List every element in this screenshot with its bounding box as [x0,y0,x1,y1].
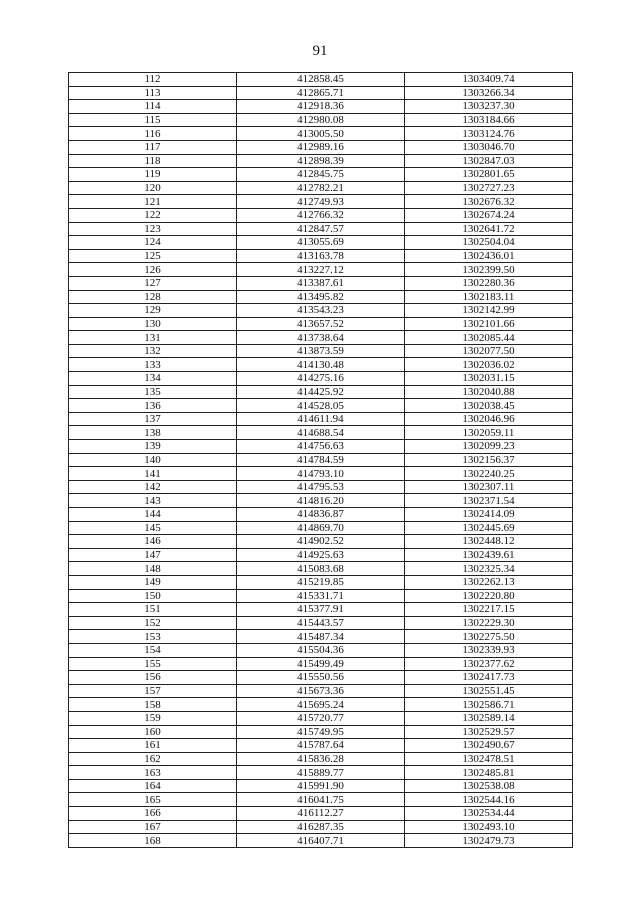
point-number-cell: 146 [69,535,237,549]
y-coordinate-cell: 1302589.14 [405,711,573,725]
point-number-cell: 160 [69,725,237,739]
x-coordinate-cell: 413005.50 [237,127,405,141]
y-coordinate-cell: 1302551.45 [405,684,573,698]
x-coordinate-cell: 414869.70 [237,521,405,535]
point-number-cell: 151 [69,603,237,617]
y-coordinate-cell: 1302036.02 [405,358,573,372]
x-coordinate-cell: 412845.75 [237,168,405,182]
x-coordinate-cell: 416407.71 [237,834,405,848]
table-row [69,562,573,576]
point-number-cell: 136 [69,399,237,413]
y-coordinate-cell: 1302325.34 [405,562,573,576]
x-coordinate-cell: 412847.57 [237,222,405,236]
y-coordinate-cell: 1302493.10 [405,820,573,834]
table-row [69,807,573,821]
y-coordinate-cell: 1302156.37 [405,453,573,467]
y-coordinate-cell: 1302448.12 [405,535,573,549]
point-number-cell: 147 [69,548,237,562]
x-coordinate-cell: 415499.49 [237,657,405,671]
y-coordinate-cell: 1302240.25 [405,467,573,481]
x-coordinate-cell: 414611.94 [237,412,405,426]
x-coordinate-cell: 414756.63 [237,440,405,454]
point-number-cell: 114 [69,100,237,114]
table-row [69,453,573,467]
table-row [69,766,573,780]
x-coordinate-cell: 412980.08 [237,113,405,127]
table-row [69,739,573,753]
x-coordinate-cell: 415331.71 [237,589,405,603]
y-coordinate-cell: 1302534.44 [405,807,573,821]
y-coordinate-cell: 1302217.15 [405,603,573,617]
x-coordinate-cell: 414425.92 [237,385,405,399]
x-coordinate-cell: 414925.63 [237,548,405,562]
x-coordinate-cell: 413227.12 [237,263,405,277]
y-coordinate-cell: 1303046.70 [405,140,573,154]
table-row [69,630,573,644]
y-coordinate-cell: 1302220.80 [405,589,573,603]
point-number-cell: 131 [69,331,237,345]
y-coordinate-cell: 1302262.13 [405,575,573,589]
table-row [69,467,573,481]
table-row [69,344,573,358]
x-coordinate-cell: 413873.59 [237,344,405,358]
x-coordinate-cell: 415219.85 [237,575,405,589]
table-row [69,331,573,345]
y-coordinate-cell: 1302439.61 [405,548,573,562]
point-number-cell: 158 [69,698,237,712]
point-number-cell: 145 [69,521,237,535]
point-number-cell: 149 [69,575,237,589]
table-row [69,643,573,657]
point-number-cell: 135 [69,385,237,399]
table-row [69,657,573,671]
table-row [69,168,573,182]
x-coordinate-cell: 414793.10 [237,467,405,481]
y-coordinate-cell: 1302436.01 [405,249,573,263]
point-number-cell: 121 [69,195,237,209]
table-row [69,589,573,603]
point-number-cell: 140 [69,453,237,467]
x-coordinate-cell: 415504.36 [237,643,405,657]
y-coordinate-cell: 1302801.65 [405,168,573,182]
point-number-cell: 153 [69,630,237,644]
y-coordinate-cell: 1302142.99 [405,304,573,318]
point-number-cell: 138 [69,426,237,440]
y-coordinate-cell: 1302399.50 [405,263,573,277]
point-number-cell: 148 [69,562,237,576]
table-row [69,385,573,399]
table-row [69,372,573,386]
y-coordinate-cell: 1302280.36 [405,276,573,290]
y-coordinate-cell: 1302031.15 [405,372,573,386]
point-number-cell: 115 [69,113,237,127]
point-number-cell: 137 [69,412,237,426]
x-coordinate-cell: 413163.78 [237,249,405,263]
y-coordinate-cell: 1302099.23 [405,440,573,454]
table-row [69,86,573,100]
x-coordinate-cell: 415443.57 [237,616,405,630]
x-coordinate-cell: 414688.54 [237,426,405,440]
table-row [69,263,573,277]
point-number-cell: 113 [69,86,237,100]
table-row [69,494,573,508]
table-row [69,548,573,562]
coordinates-table [68,72,573,848]
point-number-cell: 126 [69,263,237,277]
point-number-cell: 141 [69,467,237,481]
table-row [69,113,573,127]
x-coordinate-cell: 414795.53 [237,480,405,494]
y-coordinate-cell: 1302417.73 [405,671,573,685]
table-row [69,195,573,209]
point-number-cell: 159 [69,711,237,725]
point-number-cell: 166 [69,807,237,821]
x-coordinate-cell: 412782.21 [237,181,405,195]
x-coordinate-cell: 415889.77 [237,766,405,780]
y-coordinate-cell: 1302307.11 [405,480,573,494]
point-number-cell: 130 [69,317,237,331]
y-coordinate-cell: 1302229.30 [405,616,573,630]
table-row [69,535,573,549]
table-row [69,222,573,236]
table-row [69,412,573,426]
point-number-cell: 120 [69,181,237,195]
table-row [69,181,573,195]
x-coordinate-cell: 412989.16 [237,140,405,154]
y-coordinate-cell: 1302077.50 [405,344,573,358]
table-row [69,73,573,87]
point-number-cell: 129 [69,304,237,318]
point-number-cell: 163 [69,766,237,780]
point-number-cell: 143 [69,494,237,508]
y-coordinate-cell: 1302275.50 [405,630,573,644]
point-number-cell: 157 [69,684,237,698]
table-row [69,684,573,698]
point-number-cell: 150 [69,589,237,603]
point-number-cell: 168 [69,834,237,848]
table-row [69,820,573,834]
x-coordinate-cell: 413738.64 [237,331,405,345]
point-number-cell: 128 [69,290,237,304]
point-number-cell: 117 [69,140,237,154]
table-row [69,317,573,331]
x-coordinate-cell: 414275.16 [237,372,405,386]
y-coordinate-cell: 1302490.67 [405,739,573,753]
point-number-cell: 162 [69,752,237,766]
y-coordinate-cell: 1302040.88 [405,385,573,399]
point-number-cell: 134 [69,372,237,386]
point-number-cell: 132 [69,344,237,358]
point-number-cell: 119 [69,168,237,182]
y-coordinate-cell: 1303124.76 [405,127,573,141]
x-coordinate-cell: 413055.69 [237,236,405,250]
point-number-cell: 167 [69,820,237,834]
x-coordinate-cell: 416041.75 [237,793,405,807]
y-coordinate-cell: 1302544.16 [405,793,573,807]
y-coordinate-cell: 1302586.71 [405,698,573,712]
table-row [69,127,573,141]
x-coordinate-cell: 412766.32 [237,208,405,222]
table-row [69,304,573,318]
point-number-cell: 142 [69,480,237,494]
y-coordinate-cell: 1302676.32 [405,195,573,209]
y-coordinate-cell: 1302414.09 [405,508,573,522]
y-coordinate-cell: 1303266.34 [405,86,573,100]
x-coordinate-cell: 414784.59 [237,453,405,467]
x-coordinate-cell: 414902.52 [237,535,405,549]
x-coordinate-cell: 415749.95 [237,725,405,739]
y-coordinate-cell: 1302674.24 [405,208,573,222]
page-number: 91 [312,43,328,59]
table-row [69,508,573,522]
x-coordinate-cell: 412749.93 [237,195,405,209]
x-coordinate-cell: 415695.24 [237,698,405,712]
x-coordinate-cell: 413657.52 [237,317,405,331]
y-coordinate-cell: 1302085.44 [405,331,573,345]
table-row [69,752,573,766]
point-number-cell: 112 [69,73,237,87]
y-coordinate-cell: 1303184.66 [405,113,573,127]
y-coordinate-cell: 1303237.30 [405,100,573,114]
x-coordinate-cell: 414528.05 [237,399,405,413]
x-coordinate-cell: 413543.23 [237,304,405,318]
point-number-cell: 165 [69,793,237,807]
y-coordinate-cell: 1302183.11 [405,290,573,304]
x-coordinate-cell: 415377.91 [237,603,405,617]
y-coordinate-cell: 1302538.08 [405,779,573,793]
x-coordinate-cell: 415673.36 [237,684,405,698]
table-row [69,521,573,535]
x-coordinate-cell: 412865.71 [237,86,405,100]
y-coordinate-cell: 1302727.23 [405,181,573,195]
y-coordinate-cell: 1302038.45 [405,399,573,413]
x-coordinate-cell: 412858.45 [237,73,405,87]
y-coordinate-cell: 1302485.81 [405,766,573,780]
y-coordinate-cell: 1302371.54 [405,494,573,508]
y-coordinate-cell: 1303409.74 [405,73,573,87]
y-coordinate-cell: 1302445.69 [405,521,573,535]
y-coordinate-cell: 1302059.11 [405,426,573,440]
table-row [69,779,573,793]
point-number-cell: 156 [69,671,237,685]
y-coordinate-cell: 1302339.93 [405,643,573,657]
table-row [69,249,573,263]
table-row [69,671,573,685]
x-coordinate-cell: 412898.39 [237,154,405,168]
table-row [69,236,573,250]
table-row [69,725,573,739]
x-coordinate-cell: 415550.56 [237,671,405,685]
table-row [69,154,573,168]
x-coordinate-cell: 416112.27 [237,807,405,821]
y-coordinate-cell: 1302529.57 [405,725,573,739]
y-coordinate-cell: 1302504.04 [405,236,573,250]
point-number-cell: 154 [69,643,237,657]
table-row [69,793,573,807]
y-coordinate-cell: 1302101.66 [405,317,573,331]
table-row [69,698,573,712]
table-row [69,575,573,589]
x-coordinate-cell: 413387.61 [237,276,405,290]
point-number-cell: 123 [69,222,237,236]
table-row [69,603,573,617]
table-row [69,276,573,290]
y-coordinate-cell: 1302847.03 [405,154,573,168]
point-number-cell: 139 [69,440,237,454]
x-coordinate-cell: 413495.82 [237,290,405,304]
x-coordinate-cell: 415487.34 [237,630,405,644]
x-coordinate-cell: 414130.48 [237,358,405,372]
x-coordinate-cell: 416287.35 [237,820,405,834]
point-number-cell: 122 [69,208,237,222]
y-coordinate-cell: 1302479.73 [405,834,573,848]
point-number-cell: 116 [69,127,237,141]
point-number-cell: 152 [69,616,237,630]
x-coordinate-cell: 415991.90 [237,779,405,793]
x-coordinate-cell: 414816.20 [237,494,405,508]
point-number-cell: 125 [69,249,237,263]
y-coordinate-cell: 1302641.72 [405,222,573,236]
point-number-cell: 127 [69,276,237,290]
table-row [69,358,573,372]
x-coordinate-cell: 415083.68 [237,562,405,576]
table-row [69,711,573,725]
point-number-cell: 124 [69,236,237,250]
point-number-cell: 161 [69,739,237,753]
table-row [69,834,573,848]
table-row [69,100,573,114]
table-row [69,616,573,630]
table-row [69,140,573,154]
table-row [69,440,573,454]
x-coordinate-cell: 415720.77 [237,711,405,725]
point-number-cell: 155 [69,657,237,671]
table-row [69,208,573,222]
x-coordinate-cell: 415836.28 [237,752,405,766]
point-number-cell: 164 [69,779,237,793]
table-row [69,426,573,440]
point-number-cell: 118 [69,154,237,168]
y-coordinate-cell: 1302046.96 [405,412,573,426]
y-coordinate-cell: 1302377.62 [405,657,573,671]
x-coordinate-cell: 412918.36 [237,100,405,114]
table-row [69,399,573,413]
x-coordinate-cell: 414836.87 [237,508,405,522]
table-row [69,480,573,494]
point-number-cell: 144 [69,508,237,522]
point-number-cell: 133 [69,358,237,372]
x-coordinate-cell: 415787.64 [237,739,405,753]
table-row [69,290,573,304]
y-coordinate-cell: 1302478.51 [405,752,573,766]
